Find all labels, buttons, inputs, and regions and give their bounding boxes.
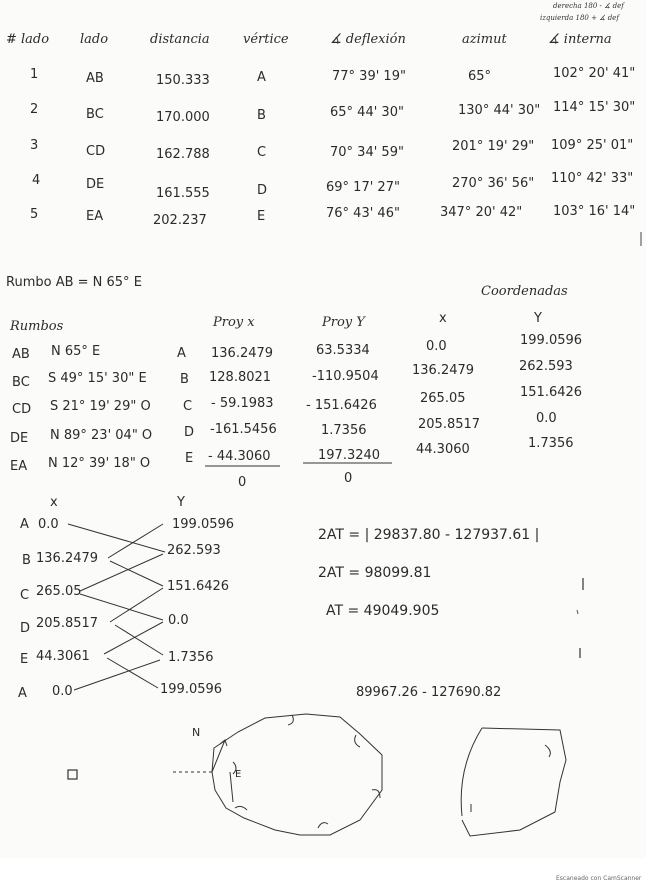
proj-row-proyx: 128.8021: [209, 370, 272, 385]
proj-row-lado: DE: [10, 431, 29, 446]
proj-row-coord-x: 44.3060: [416, 442, 470, 457]
header-distancia: distancia: [150, 32, 210, 47]
cross-row-y: 151.6426: [167, 579, 230, 594]
header-rumbos: Rumbos: [10, 319, 64, 334]
table-row-lado: DE: [86, 177, 105, 192]
sketch-vertex-e-label: E: [235, 769, 242, 780]
sum-proy-y: 0: [344, 471, 353, 486]
scan-footer-strip: [0, 858, 646, 886]
proj-row-coord-x: 205.8517: [418, 417, 481, 432]
table-row-num: 2: [30, 102, 39, 117]
proj-row-point: B: [180, 372, 189, 387]
proj-row-coord-x: 136.2479: [412, 363, 475, 378]
proj-row-rumbo: N 65° E: [51, 344, 101, 359]
header-vertice: vértice: [243, 32, 289, 47]
proj-row-coord-y: 199.0596: [520, 333, 583, 348]
header-proy-x: Proy x: [213, 315, 255, 330]
proj-row-point: C: [183, 399, 193, 414]
table-row-azim: 347° 20' 42": [440, 205, 523, 220]
table-row-defl: 70° 34' 59": [330, 145, 404, 160]
header-deflexion: ∡ deflexión: [330, 32, 406, 47]
proj-row-proyy: 1.7356: [321, 423, 367, 438]
proj-row-rumbo: N 12° 39' 18" O: [48, 456, 151, 471]
table-row-num: 1: [30, 67, 39, 82]
cross-row-point: E: [20, 652, 29, 667]
table-row-lado: EA: [86, 209, 104, 224]
table-row-dist: 170.000: [156, 110, 210, 125]
table-row-dist: 162.788: [156, 147, 210, 162]
cross-row-point: A: [20, 517, 29, 532]
proj-row-coord-y: 1.7356: [528, 436, 574, 451]
table-row-num: 4: [32, 173, 41, 188]
proj-row-coord-y: 262.593: [519, 359, 573, 374]
table-row-azim: 65°: [468, 69, 492, 84]
proj-row-rumbo: S 21° 19' 29" O: [50, 399, 151, 414]
table-row-dist: 150.333: [156, 73, 210, 88]
proj-row-coord-y: 151.6426: [520, 385, 583, 400]
cross-row-point: B: [22, 553, 31, 568]
table-row-vert: D: [257, 183, 268, 198]
table-row-dist: 161.555: [156, 186, 210, 201]
proj-row-point: A: [177, 346, 186, 361]
header-proy-y: Proy Y: [322, 315, 365, 330]
cross-row-x: 44.3061: [36, 649, 90, 664]
sketch-north-label: N: [192, 726, 201, 739]
header-num-lado: # lado: [6, 32, 50, 47]
table-row-defl: 77° 39' 19": [332, 69, 406, 84]
table-row-defl: 69° 17' 27": [326, 180, 400, 195]
cross-header-y: Y: [177, 495, 185, 510]
proj-row-lado: CD: [12, 402, 32, 417]
corner-note-line2: izquierda 180 + ∡ def: [540, 14, 619, 22]
cross-row-y: 1.7356: [168, 650, 214, 665]
header-coord-x: x: [439, 311, 447, 326]
table-row-dist: 202.237: [153, 213, 207, 228]
table-row-vert: B: [257, 108, 266, 123]
table-row-vert: E: [257, 209, 266, 224]
table-row-lado: BC: [86, 107, 104, 122]
cross-row-x: 0.0: [38, 517, 59, 532]
proj-row-rumbo: S 49° 15' 30" E: [48, 371, 147, 386]
polygon-sketch: [170, 714, 382, 835]
second-sketch: [461, 728, 566, 836]
proj-row-proyy: - 151.6426: [306, 398, 377, 413]
cross-line: [110, 561, 163, 586]
proj-row-proyy: -110.9504: [312, 369, 379, 384]
corner-note-line1: derecha 180 - ∡ def: [553, 2, 624, 10]
proj-row-rumbo: N 89° 23' 04" O: [50, 428, 153, 443]
cross-row-y: 199.0596: [172, 517, 235, 532]
table-row-num: 3: [30, 138, 39, 153]
table-row-num: 5: [30, 207, 39, 222]
cross-row-x: 205.8517: [36, 616, 99, 631]
table-row-azim: 270° 36' 56": [452, 176, 535, 191]
table-row-defl: 65° 44' 30": [330, 105, 404, 120]
table-row-defl: 76° 43' 46": [326, 206, 400, 221]
header-lado: lado: [80, 32, 109, 47]
proj-row-proyx: 136.2479: [211, 346, 274, 361]
table-row-interna: 114° 15' 30": [553, 100, 636, 115]
proj-row-proyy: 197.3240: [318, 448, 381, 463]
scanner-watermark: Escaneado con CamScanner: [556, 875, 642, 882]
cross-row-x: 265.05: [36, 584, 82, 599]
cross-line: [68, 524, 165, 552]
cross-header-x: x: [50, 495, 58, 510]
table-row-vert: C: [257, 145, 267, 160]
proj-row-proyy: 63.5334: [316, 343, 370, 358]
proj-row-proyx: - 59.1983: [211, 396, 274, 411]
cross-row-point: C: [20, 588, 30, 603]
cross-line: [74, 660, 160, 690]
cross-row-x: 0.0: [52, 684, 73, 699]
margin-mark: [577, 610, 578, 614]
table-row-vert: A: [257, 70, 266, 85]
rumbo-ab-note: Rumbo AB = N 65° E: [6, 275, 142, 290]
area-line-2: 2AT = 98099.81: [318, 565, 432, 581]
header-interna: ∡ interna: [548, 32, 612, 47]
coordenadas-title: Coordenadas: [481, 284, 568, 299]
table-row-lado: AB: [86, 71, 104, 86]
area-line-1: 2AT = | 29837.80 - 127937.61 |: [318, 527, 540, 543]
table-row-interna: 110° 42' 33": [551, 171, 634, 186]
square-symbol: [68, 770, 77, 779]
proj-row-point: D: [184, 425, 195, 440]
area-scratch: 89967.26 - 127690.82: [356, 685, 502, 700]
proj-row-lado: BC: [12, 375, 30, 390]
proj-row-point: E: [185, 451, 194, 466]
table-row-interna: 102° 20' 41": [553, 66, 636, 81]
sum-proy-x: 0: [238, 475, 247, 490]
table-row-lado: CD: [86, 144, 106, 159]
cross-line: [108, 524, 163, 558]
proj-row-lado: EA: [10, 459, 28, 474]
proj-row-coord-x: 0.0: [426, 339, 447, 354]
cross-row-point: A: [18, 686, 27, 701]
table-row-interna: 109° 25' 01": [551, 138, 634, 153]
table-row-azim: 130° 44' 30": [458, 103, 541, 118]
proj-row-proyx: -161.5456: [210, 422, 277, 437]
header-coord-y: Y: [534, 311, 542, 326]
cross-row-y: 0.0: [168, 613, 189, 628]
cross-row-point: D: [20, 621, 31, 636]
proj-row-lado: AB: [12, 347, 30, 362]
cross-line: [80, 554, 163, 591]
area-line-3: AT = 49049.905: [326, 603, 440, 619]
proj-row-coord-x: 265.05: [420, 391, 466, 406]
cross-line: [107, 658, 158, 688]
cross-line: [110, 588, 163, 622]
cross-line: [80, 594, 163, 620]
proj-row-coord-y: 0.0: [536, 411, 557, 426]
table-row-interna: 103° 16' 14": [553, 204, 636, 219]
cross-row-x: 136.2479: [36, 551, 99, 566]
header-azimut: azimut: [462, 32, 507, 47]
cross-line: [115, 625, 163, 655]
cross-row-y: 199.0596: [160, 682, 223, 697]
table-row-azim: 201° 19' 29": [452, 139, 535, 154]
proj-row-proyx: - 44.3060: [208, 449, 271, 464]
cross-row-y: 262.593: [167, 543, 221, 558]
